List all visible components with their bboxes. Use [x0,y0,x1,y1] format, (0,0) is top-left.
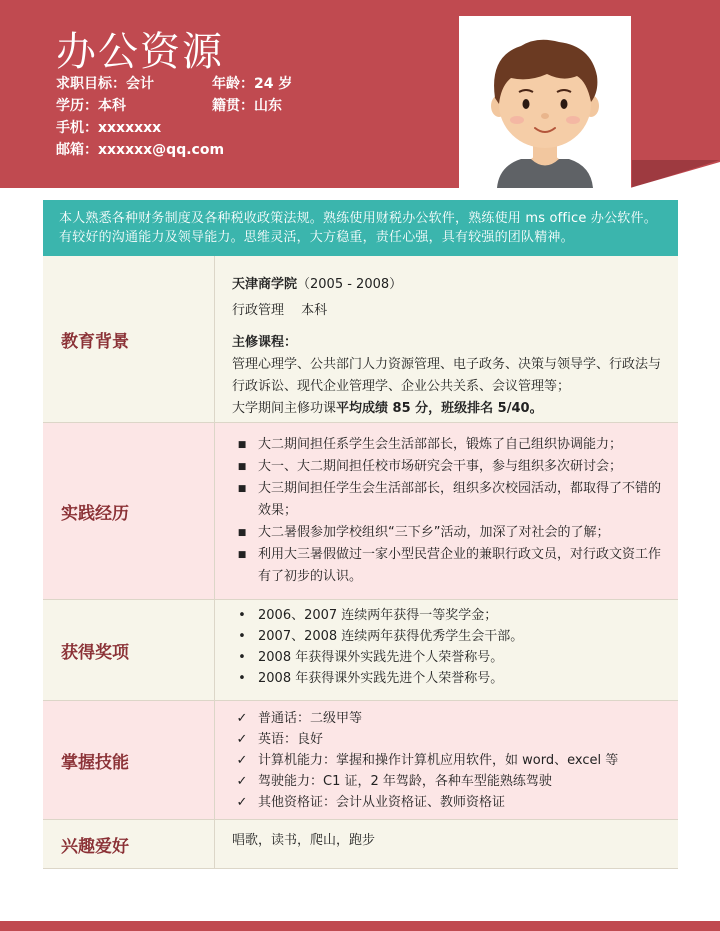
major: 行政管理 本科 [232,303,328,318]
list-item: ✓ 驾驶能力：C1 证，2 年驾龄，各种车型能熟练驾驶 [232,771,664,792]
list-item: ■ 大二期间担任系学生会生活部部长，锻炼了自己组织协调能力； [232,434,664,456]
practice-content [215,423,678,599]
school-line [232,274,664,296]
footer-bar [0,921,720,931]
awards-list [232,605,664,689]
check-icon: ✓ [236,732,248,747]
list-item: • 2008 年获得课外实践先进个人荣誉称号。 [232,668,664,689]
education-level: 学历：本科 [56,98,126,114]
dot-bullet-icon: • [238,671,246,686]
dot-bullet-icon: • [238,629,246,644]
square-bullet-icon: ■ [237,462,247,472]
age: 年龄：24 岁 [212,76,293,92]
native-place: 籍贯：山东 [212,98,282,114]
education-content [215,256,678,422]
resume-table [43,256,678,869]
section-label: 教育背景 [43,256,215,422]
gpa-line [232,398,664,420]
header-banner [0,0,720,188]
info-row [56,139,224,161]
check-icon: ✓ [236,774,248,789]
section-skills [43,701,678,820]
info-row [56,95,282,117]
course-list: 管理心理学、公共部门人力资源管理、电子政务、决策与领导学、行政法与行政诉讼、现代企业管理学、企业公共关系、会议管理等； [232,357,662,394]
practice-list [232,434,664,588]
skills-content [215,701,678,819]
dot-bullet-icon: • [238,608,246,623]
info-row [56,73,293,95]
list-item: ✓ 普通话：二级甲等 [232,708,664,729]
section-practice [43,423,678,600]
gpa-value: 平均成绩 85 分，班级排名 5/40。 [336,401,543,416]
section-education [43,256,678,423]
gpa-prefix: 大学期间主修功课 [232,401,337,416]
list-item: ✓ 其他资格证：会计从业资格证、教师资格证 [232,792,664,813]
section-label: 获得奖项 [43,600,215,700]
page-fold [630,162,720,188]
hobby-text: 唱歌，读书，爬山，跑步 [232,833,376,848]
section-label: 实践经历 [43,423,215,599]
email: 邮箱：xxxxxx@qq.com [56,142,225,158]
list-item: ■ 大三期间担任学生会生活部部长，组织多次校园活动，都取得了不错的效果； [232,478,664,522]
check-icon: ✓ [236,711,248,726]
square-bullet-icon: ■ [237,550,247,560]
check-icon: ✓ [236,795,248,810]
self-summary: 本人熟悉各种财务制度及各种税收政策法规。熟练使用财税办公软件，熟练使用 ms office 办公软件。有较好的沟通能力及领导能力。思维灵活，大方稳重，责任心强，具有较强的团队精神。 [43,200,678,256]
section-label: 兴趣爱好 [43,820,215,868]
list-item: ■ 大二暑假参加学校组织“三下乡”活动，加深了对社会的了解； [232,522,664,544]
info-row [56,117,224,139]
list-item: ✓ 英语：良好 [232,729,664,750]
school-years: （2005 - 2008） [297,277,403,292]
photo-frame [459,16,631,188]
awards-content [215,600,678,700]
check-icon: ✓ [236,753,248,768]
course-title: 主修课程： [232,335,298,350]
section-awards [43,600,678,701]
list-item: ✓ 计算机能力：掌握和操作计算机应用软件，如 word、excel 等 [232,750,664,771]
dot-bullet-icon: • [238,650,246,665]
cartoon-avatar-icon [459,16,631,188]
square-bullet-icon: ■ [237,484,247,494]
phone: 手机：xxxxxxx [56,120,162,136]
section-label: 掌握技能 [43,701,215,819]
square-bullet-icon: ■ [237,528,247,538]
skills-list [232,708,664,813]
list-item: • 2007、2008 连续两年获得优秀学生会干部。 [232,626,664,647]
job-target: 求职目标：会计 [56,76,154,92]
section-hobby [43,820,678,869]
list-item: ■ 大一、大二期间担任校市场研究会干事，参与组织多次研讨会； [232,456,664,478]
school-name: 天津商学院 [232,277,298,292]
personal-info [56,73,293,161]
list-item: • 2008 年获得课外实践先进个人荣誉称号。 [232,647,664,668]
candidate-name: 办公资源 [56,29,224,75]
list-item: ■ 利用大三暑假做过一家小型民营企业的兼职行政文员，对行政文资工作有了初步的认识。 [232,544,664,588]
square-bullet-icon: ■ [237,440,247,450]
list-item: • 2006、2007 连续两年获得一等奖学金； [232,605,664,626]
